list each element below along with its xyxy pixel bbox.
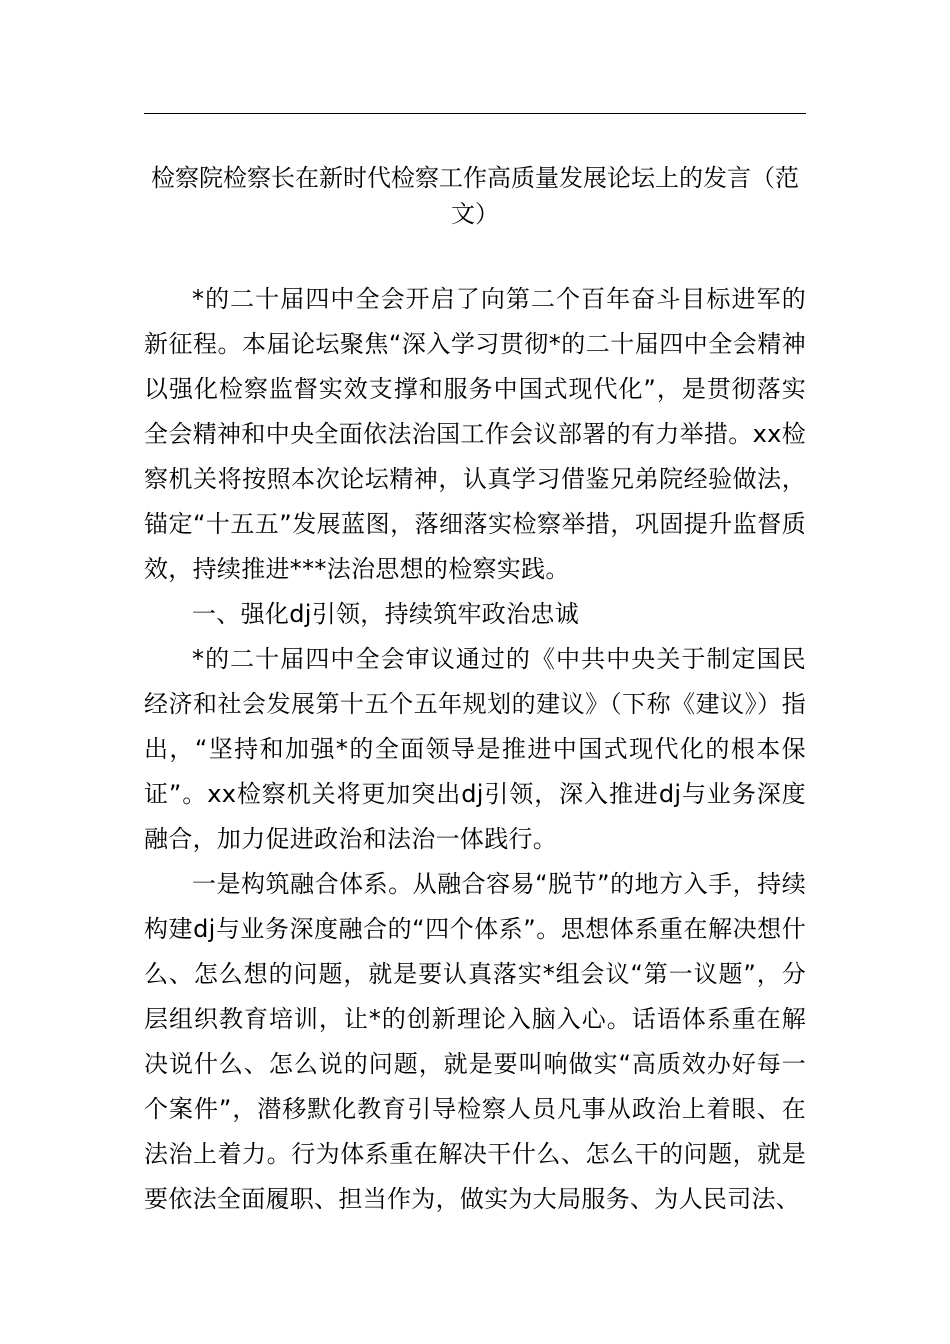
paragraph-intro: *的二十届四中全会开启了向第二个百年奋斗目标进军的新征程。本届论坛聚焦“深入学习贯彻*的二十届四中全会精神以强化检察监督实效支撑和服务中国式现代化”，是贯彻落实全会精神和中央全面依法治国工作会议部署的有力举措。xx检察机关将按照本次论坛精神，认真学习借鉴兄弟院经验做法，锚定“十五五”发展蓝图，落细落实检察举措，巩固提升监督质效，持续推进***法治思想的检察实践。 bbox=[144, 285, 806, 583]
header-rule bbox=[144, 113, 806, 114]
section-heading-1: 一、强化dj引领，持续筑牢政治忠诚 bbox=[192, 600, 580, 628]
document-body bbox=[144, 277, 806, 1222]
paragraph-point-1: 一是构筑融合体系。从融合容易“脱节”的地方入手，持续构建dj与业务深度融合的“四个体系”。思想体系重在解决想什么、怎么想的问题，就是要认真落实*组会议“第一议题”，分层组织教育培训，让*的创新理论入脑入心。话语体系重在解决说什么、怎么说的问题，就是要叫响做实“高质效办好每一个案件”，潜移默化教育引导检察人员凡事从政治上着眼、在法治上着力。行为体系重在解决干什么、怎么干的问题，就是要依法全面履职、担当作为，做实为大局服务、为人民司法、 bbox=[144, 870, 806, 1213]
paragraph-section-1: *的二十届四中全会审议通过的《中共中央关于制定国民经济和社会发展第十五个五年规划的建议》（下称《建议》）指出，“坚持和加强*的全面领导是推进中国式现代化的根本保证”。xx检察机关将更加突出dj引领，深入推进dj与业务深度融合，加力促进政治和法治一体践行。 bbox=[144, 645, 806, 853]
document-title: 检察院检察长在新时代检察工作高质量发展论坛上的发言（范文） bbox=[151, 164, 799, 228]
